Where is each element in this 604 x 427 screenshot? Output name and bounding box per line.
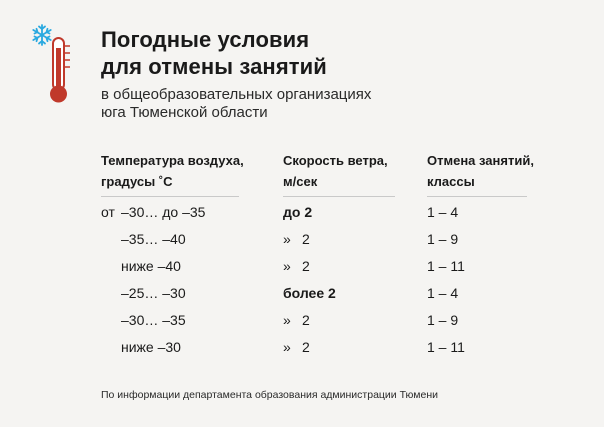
table-row [0, 282, 604, 309]
title-line-2: для отмены занятий [101, 54, 327, 79]
divider-cancel [427, 196, 527, 197]
temp-cell: ниже –40 [121, 258, 181, 274]
classes-cell: 1 – 11 [427, 258, 465, 274]
wind-cell [283, 309, 310, 331]
ditto-mark: » [283, 339, 291, 355]
header-wind [283, 150, 388, 192]
classes-cell: 1 – 11 [427, 339, 465, 355]
header-temperature-line-1: Температура воздуха, [101, 153, 244, 168]
snowflake-icon [33, 25, 50, 45]
wind-cell [283, 201, 312, 223]
divider-temperature [101, 196, 239, 197]
ditto-mark: » [283, 312, 291, 328]
wind-value: 2 [302, 312, 310, 328]
ditto-mark: » [283, 258, 291, 274]
wind-cell [283, 255, 310, 277]
wind-value: 2 [302, 339, 310, 355]
divider-wind [283, 196, 395, 197]
table-row [0, 228, 604, 255]
wind-value: более 2 [283, 285, 336, 301]
temp-cell: –25… –30 [121, 285, 186, 301]
page-title [101, 26, 327, 80]
header-cancel-line-1: Отмена занятий, [427, 153, 534, 168]
header-temperature-line-2: градусы ˚С [101, 174, 173, 189]
ditto-mark: » [283, 231, 291, 247]
header-wind-line-1: Скорость ветра, [283, 153, 388, 168]
page-subtitle [101, 86, 371, 122]
table-row [0, 255, 604, 282]
wind-cell [283, 336, 310, 358]
classes-cell: 1 – 9 [427, 312, 459, 328]
title-line-1: Погодные условия [101, 27, 310, 52]
wind-value: 2 [302, 231, 310, 247]
table-row [0, 309, 604, 336]
temp-cell: –30… до –35 [121, 204, 206, 220]
classes-cell: 1 – 4 [427, 204, 459, 220]
temp-prefix: от [101, 204, 115, 220]
thermometer-icon [28, 22, 80, 106]
source-note: По информации департамента образования администрации Тюмени [101, 389, 439, 401]
header-wind-line-2: м/сек [283, 174, 318, 189]
subtitle-line-1: в общеобразовательных организациях [101, 86, 372, 103]
wind-cell [283, 282, 336, 304]
temp-cell: ниже –30 [121, 339, 181, 355]
wind-value: 2 [302, 258, 310, 274]
wind-value: до 2 [283, 204, 313, 220]
subtitle-line-2: юга Тюменской области [101, 104, 268, 121]
classes-cell: 1 – 4 [427, 285, 459, 301]
header-temperature [101, 150, 244, 192]
table-row [0, 201, 604, 228]
wind-cell [283, 228, 310, 250]
classes-cell: 1 – 9 [427, 231, 459, 247]
table-row [0, 336, 604, 363]
header-cancel-line-2: классы [427, 174, 475, 189]
header-cancel [427, 150, 534, 192]
temp-cell: –30… –35 [121, 312, 186, 328]
temp-cell: –35… –40 [121, 231, 186, 247]
conditions-table [0, 201, 604, 363]
